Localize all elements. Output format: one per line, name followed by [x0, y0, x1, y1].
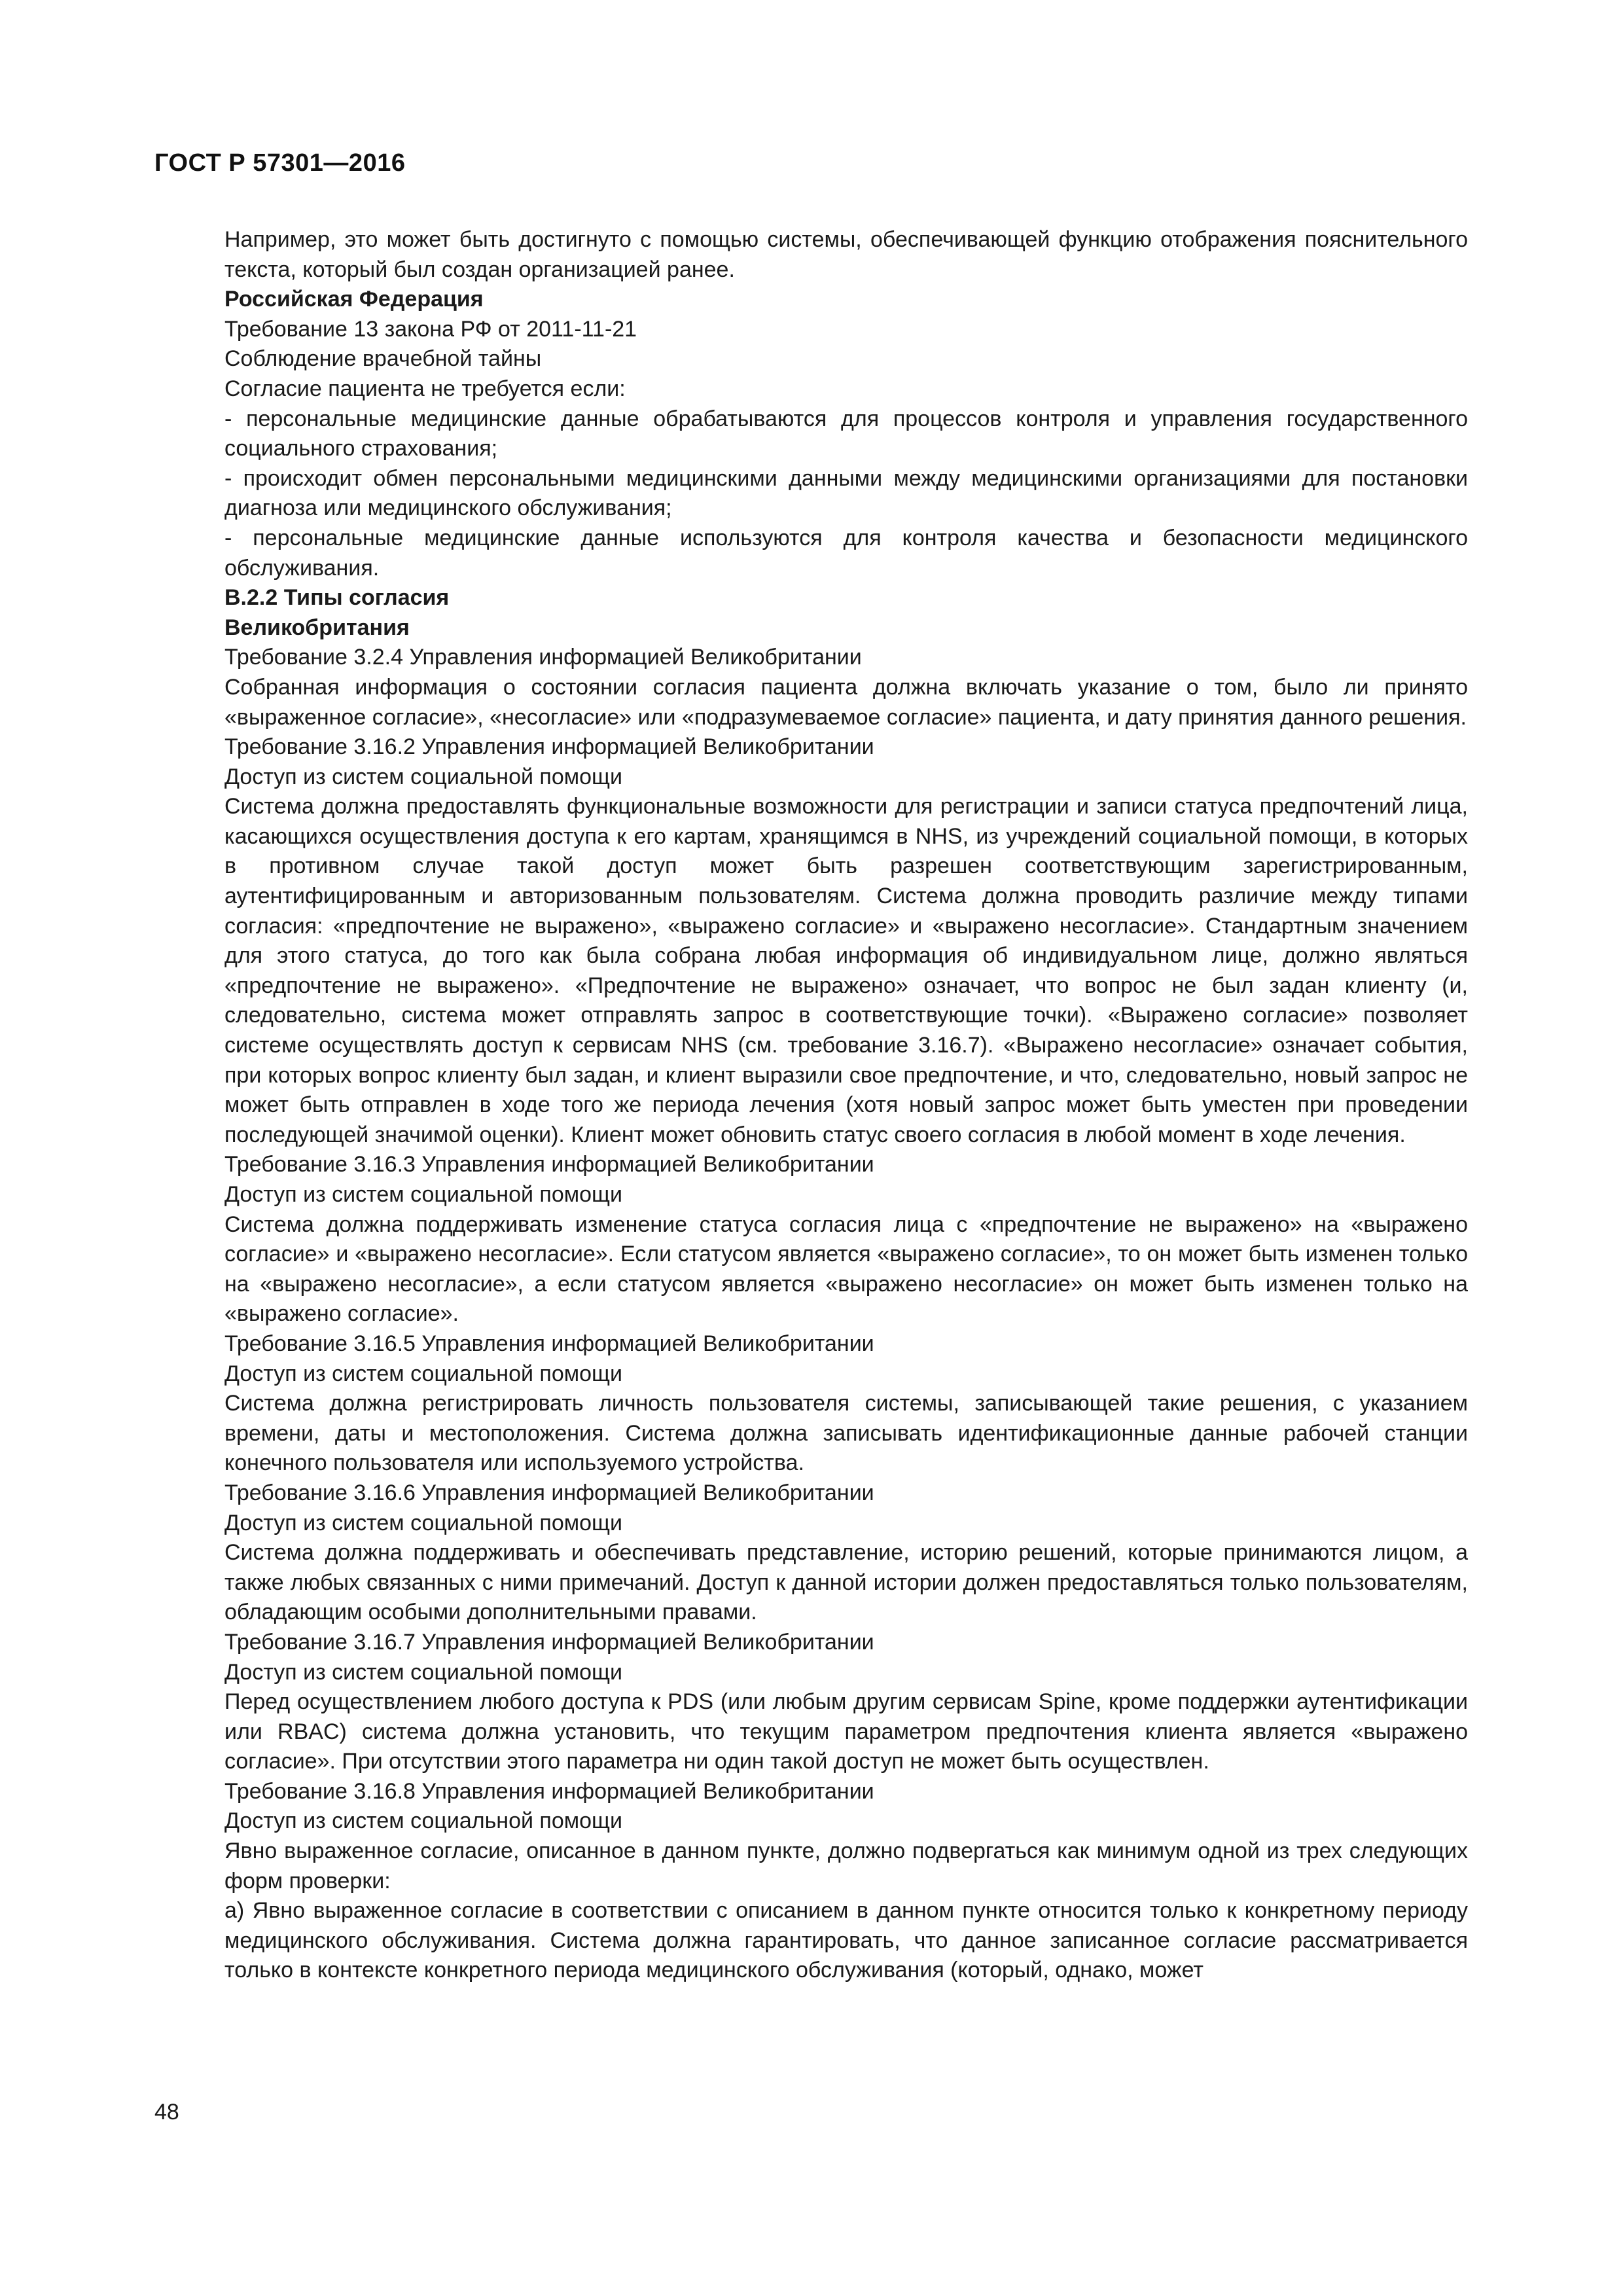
paragraph: Система должна поддерживать и обеспечивать представление, историю решений, которые принимаются лицом, а также любых связанных с ними примечаний. Доступ к данной истории должен предоставляться только пользователям, обладающим особыми дополнительными правами. — [224, 1540, 1468, 1625]
paragraph: Система должна поддерживать изменение статуса согласия лица с «предпочтение не выражено» на «выражено согласие» и «выражено несогласие». Если статусом является «выражено согласие», то он может быть изменен только на «выражено несогласие», а если статусом является «выражено несогласие» он может быть изменен только на «выражено согласие». — [224, 1211, 1468, 1327]
paragraph: - происходит обмен персональными медицинскими данными между медицинскими организациями для постановки диагноза или медицинского обслуживания; — [224, 465, 1468, 521]
paragraph: Доступ из систем социальной помощи — [224, 1510, 622, 1535]
paragraph: - персональные медицинские данные используются для контроля качества и безопасности медицинского обслуживания. — [224, 525, 1468, 581]
paragraph: Требование 3.16.8 Управления информацией Великобритании — [224, 1778, 874, 1804]
paragraph: Требование 3.16.3 Управления информацией Великобритании — [224, 1152, 874, 1177]
paragraph: Доступ из систем социальной помощи — [224, 1808, 622, 1834]
paragraph: Доступ из систем социальной помощи — [224, 764, 622, 789]
document-header: ГОСТ Р 57301—2016 — [154, 149, 406, 177]
paragraph: Собранная информация о состоянии согласия пациента должна включать указание о том, было ли принято «выраженное согласие», «несогласие» или «подразумеваемое согласие» пациента, и дату принятия данного решения. — [224, 674, 1468, 730]
document-body — [224, 225, 1468, 1986]
section-heading: Российская Федерация — [224, 287, 484, 312]
paragraph: Требование 3.16.2 Управления информацией Великобритании — [224, 734, 874, 760]
paragraph: Соблюдение врачебной тайны — [224, 346, 542, 372]
paragraph: а) Явно выраженное согласие в соответствии с описанием в данном пункте относится только к конкретному периоду медицинского обслуживания. Система должна гарантировать, что данное записанное согласие рассматривается только в контексте конкретного периода медицинского обслуживания (который, однако, может — [224, 1898, 1468, 1983]
paragraph: Согласие пациента не требуется если: — [224, 376, 626, 401]
paragraph: - персональные медицинские данные обрабатываются для процессов контроля и управления государственного социального страхования; — [224, 406, 1468, 461]
paragraph: Система должна предоставлять функциональные возможности для регистрации и записи статуса предпочтений лица, касающихся осуществления доступа к его картам, хранящимся в NHS, из учреждений социальной помощи, в которых в противном случае такой доступ может быть разрешен соответствующим зарегистрированным, аутентифицированным и авторизованным пользователям. Система должна проводить различие между типами согласия: «предпочтение не выражено», «выражено согласие» и «выражено несогласие». Стандартным значением для этого статуса, до того как была собрана любая информация об индивидуальном лице, должно являться «предпочтение не выражено». «Предпочтение не выражено» означает, что вопрос не был задан клиенту (и, следовательно, система может отправлять запрос в соответствующие точки). «Выражено согласие» позволяет системе осуществлять доступ к сервисам NHS (см. требование 3.16.7). «Выражено несогласие» означает события, при которых вопрос клиенту был задан, и клиент выразили свое предпочтение, и что, следовательно, новый запрос не может быть отправлен в ходе того же периода лечения (хотя новый запрос может быть уместен при проведении последующей значимой оценки). Клиент может обновить статус своего согласия в любой момент в ходе лечения. — [224, 794, 1468, 1147]
paragraph: Требование 13 закона РФ от 2011-11-21 — [224, 316, 637, 342]
paragraph: Система должна регистрировать личность пользователя системы, записывающей такие решения, с указанием времени, даты и местоположения. Система должна записывать идентификационные данные рабочей станции конечного пользователя или используемого устройства. — [224, 1391, 1468, 1476]
section-heading: Великобритания — [224, 615, 410, 640]
paragraph: Перед осуществлением любого доступа к PDS (или любым другим сервисам Spine, кроме поддержки аутентификации или RBAC) система должна установить, что текущим параметром предпочтения клиента является «выражено согласие». При отсутствии этого параметра ни один такой доступ не может быть осуществлен. — [224, 1689, 1468, 1774]
page-number: 48 — [154, 2100, 179, 2125]
section-heading: B.2.2 Типы согласия — [224, 585, 450, 611]
paragraph: Явно выраженное согласие, описанное в данном пункте, должно подвергаться как минимум одной из трех следующих форм проверки: — [224, 1839, 1468, 1893]
paragraph: Доступ из систем социальной помощи — [224, 1361, 622, 1386]
paragraph: Например, это может быть достигнуто с помощью системы, обеспечивающей функцию отображения пояснительного текста, который был создан организацией ранее. — [224, 227, 1468, 282]
paragraph: Требование 3.16.7 Управления информацией Великобритании — [224, 1629, 874, 1655]
paragraph: Требование 3.16.6 Управления информацией Великобритании — [224, 1480, 874, 1505]
paragraph: Доступ из систем социальной помощи — [224, 1659, 622, 1685]
paragraph: Требование 3.16.5 Управления информацией Великобритании — [224, 1331, 874, 1356]
paragraph: Требование 3.2.4 Управления информацией Великобритании — [224, 645, 862, 670]
paragraph: Доступ из систем социальной помощи — [224, 1182, 622, 1207]
